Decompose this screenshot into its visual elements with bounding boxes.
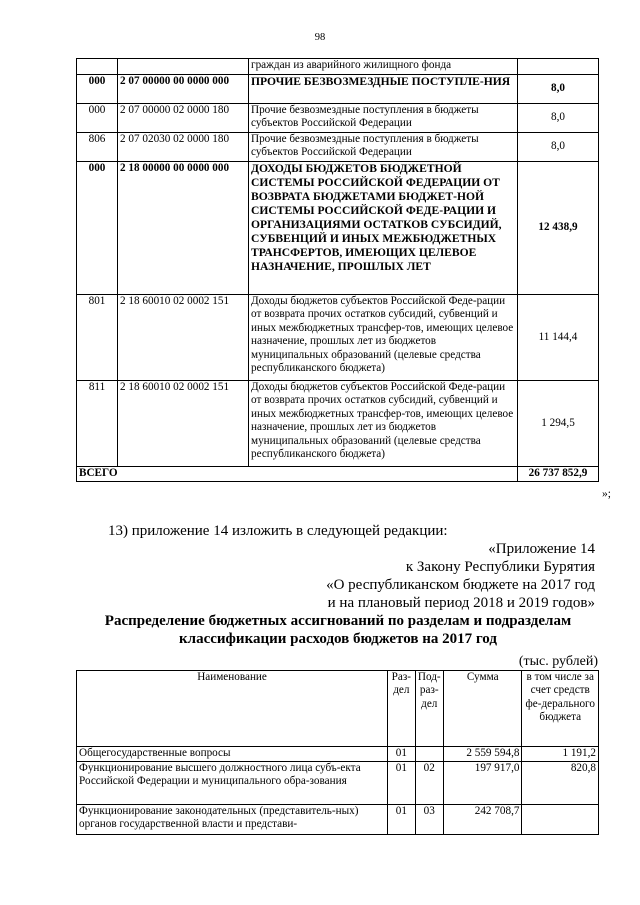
table-row — [77, 104, 599, 133]
header-sum: Сумма — [443, 671, 522, 747]
appendix-header — [326, 540, 595, 612]
name-cell: Функционирование законодательных (представитель-ных) органов государственной власти и представи- — [77, 805, 388, 835]
code-cell: 000 — [77, 104, 118, 133]
sum-cell: 2 559 594,8 — [443, 747, 522, 762]
header-name: Наименование — [77, 671, 388, 747]
appendix-line: к Закону Республики Бурятия — [405, 559, 595, 575]
name-cell: Доходы бюджетов субъектов Российской Феде-рации от возврата прочих остатков субсидий, субвенций и иных межбюджетных трансфер-тов, имеющих целевое назначение, прошлых лет из бюджетов муниципальных образований (целевые средства республиканского бюджета) — [249, 381, 518, 467]
name-cell: ПРОЧИЕ БЕЗВОЗМЕЗДНЫЕ ПОСТУПЛЕ-НИЯ — [249, 75, 518, 104]
table-row — [77, 747, 599, 762]
code-cell — [77, 59, 118, 75]
sum-cell: 12 438,9 — [518, 162, 599, 295]
kbk-cell: 2 18 60010 02 0002 151 — [118, 381, 249, 467]
total-row — [77, 467, 599, 482]
kbk-cell: 2 07 00000 02 0000 180 — [118, 104, 249, 133]
section-cell: 01 — [388, 747, 416, 762]
total-sum: 26 737 852,9 — [518, 467, 599, 482]
table-row — [77, 805, 599, 835]
table-row — [77, 162, 599, 295]
section-cell: 01 — [388, 805, 416, 835]
header-section: Раз-дел — [388, 671, 416, 747]
name-cell: граждан из аварийного жилищного фонда — [249, 59, 518, 75]
appendix-line: «Приложение 14 — [488, 541, 595, 557]
closing-quote: »; — [602, 488, 611, 500]
sum-cell — [518, 59, 599, 75]
header-row — [77, 671, 599, 747]
kbk-cell: 2 07 02030 02 0000 180 — [118, 133, 249, 162]
federal-cell: 1 191,2 — [522, 747, 599, 762]
subsection-cell — [415, 747, 443, 762]
name-cell: Прочие безвозмездные поступления в бюджеты субъектов Российской Федерации — [249, 133, 518, 162]
name-cell: Общегосударственные вопросы — [77, 747, 388, 762]
income-table — [76, 58, 599, 482]
federal-cell — [522, 805, 599, 835]
name-cell: Прочие безвозмездные поступления в бюджеты субъектов Российской Федерации — [249, 104, 518, 133]
sum-cell: 8,0 — [518, 133, 599, 162]
federal-cell: 820,8 — [522, 762, 599, 805]
appendix-line: и на плановый период 2018 и 2019 годов» — [327, 595, 595, 611]
kbk-cell: 2 18 00000 00 0000 000 — [118, 162, 249, 295]
table-row — [77, 381, 599, 467]
code-cell: 801 — [77, 295, 118, 381]
header-federal: в том числе за счет средств фе-дерального бюджета — [522, 671, 599, 747]
name-cell: ДОХОДЫ БЮДЖЕТОВ БЮДЖЕТНОЙ СИСТЕМЫ РОССИЙСКОЙ ФЕДЕРАЦИИ ОТ ВОЗВРАТА БЮДЖЕТАМИ БЮДЖЕТ-НОЙ СИСТЕМЫ РОССИЙСКОЙ ФЕДЕ-РАЦИИ И ОРГАНИЗАЦИЯМИ ОСТАТКОВ СУБСИДИЙ, СУБВЕНЦИЙ И ИНЫХ МЕЖБЮДЖЕТНЫХ ТРАНСФЕРТОВ, ИМЕЮЩИХ ЦЕЛЕВОЕ НАЗНАЧЕНИЕ, ПРОШЛЫХ ЛЕТ — [249, 162, 518, 295]
kbk-cell — [118, 59, 249, 75]
sum-cell: 11 144,4 — [518, 295, 599, 381]
appendix-line: «О республиканском бюджете на 2017 год — [326, 577, 595, 593]
table-row — [77, 133, 599, 162]
code-cell: 000 — [77, 162, 118, 295]
amendment-paragraph: 13) приложение 14 изложить в следующей редакции: — [108, 523, 448, 539]
sum-cell: 8,0 — [518, 104, 599, 133]
sum-cell: 197 917,0 — [443, 762, 522, 805]
sum-cell: 1 294,5 — [518, 381, 599, 467]
title-line: Распределение бюджетных ассигнований по разделам и подразделам — [104, 613, 572, 629]
units-label: (тыс. рублей) — [518, 654, 598, 669]
table-row — [77, 762, 599, 805]
table-row — [77, 75, 599, 104]
kbk-cell: 2 18 60010 02 0002 151 — [118, 295, 249, 381]
table-row — [77, 59, 599, 75]
code-cell: 811 — [77, 381, 118, 467]
name-cell: Доходы бюджетов субъектов Российской Феде-рации от возврата прочих остатков субсидий, субвенций и иных межбюджетных трансфер-тов, имеющих целевое назначение, прошлых лет из бюджетов муниципальных образований (целевые средства республиканского бюджета) — [249, 295, 518, 381]
code-cell: 806 — [77, 133, 118, 162]
name-cell: Функционирование высшего должностного лица субъ-екта Российской Федерации и муниципального обра-зования — [77, 762, 388, 805]
subsection-cell: 03 — [415, 805, 443, 835]
document-title — [76, 612, 600, 648]
code-cell: 000 — [77, 75, 118, 104]
sum-cell: 8,0 — [518, 75, 599, 104]
expense-table — [76, 670, 599, 835]
table-row — [77, 295, 599, 381]
sum-cell: 242 708,7 — [443, 805, 522, 835]
kbk-cell: 2 07 00000 00 0000 000 — [118, 75, 249, 104]
section-cell: 01 — [388, 762, 416, 805]
total-label: ВСЕГО — [77, 467, 518, 482]
header-subsection: Под-раз-дел — [415, 671, 443, 747]
title-line: классификации расходов бюджетов на 2017 год — [179, 631, 497, 647]
subsection-cell: 02 — [415, 762, 443, 805]
page-number: 98 — [314, 32, 326, 43]
